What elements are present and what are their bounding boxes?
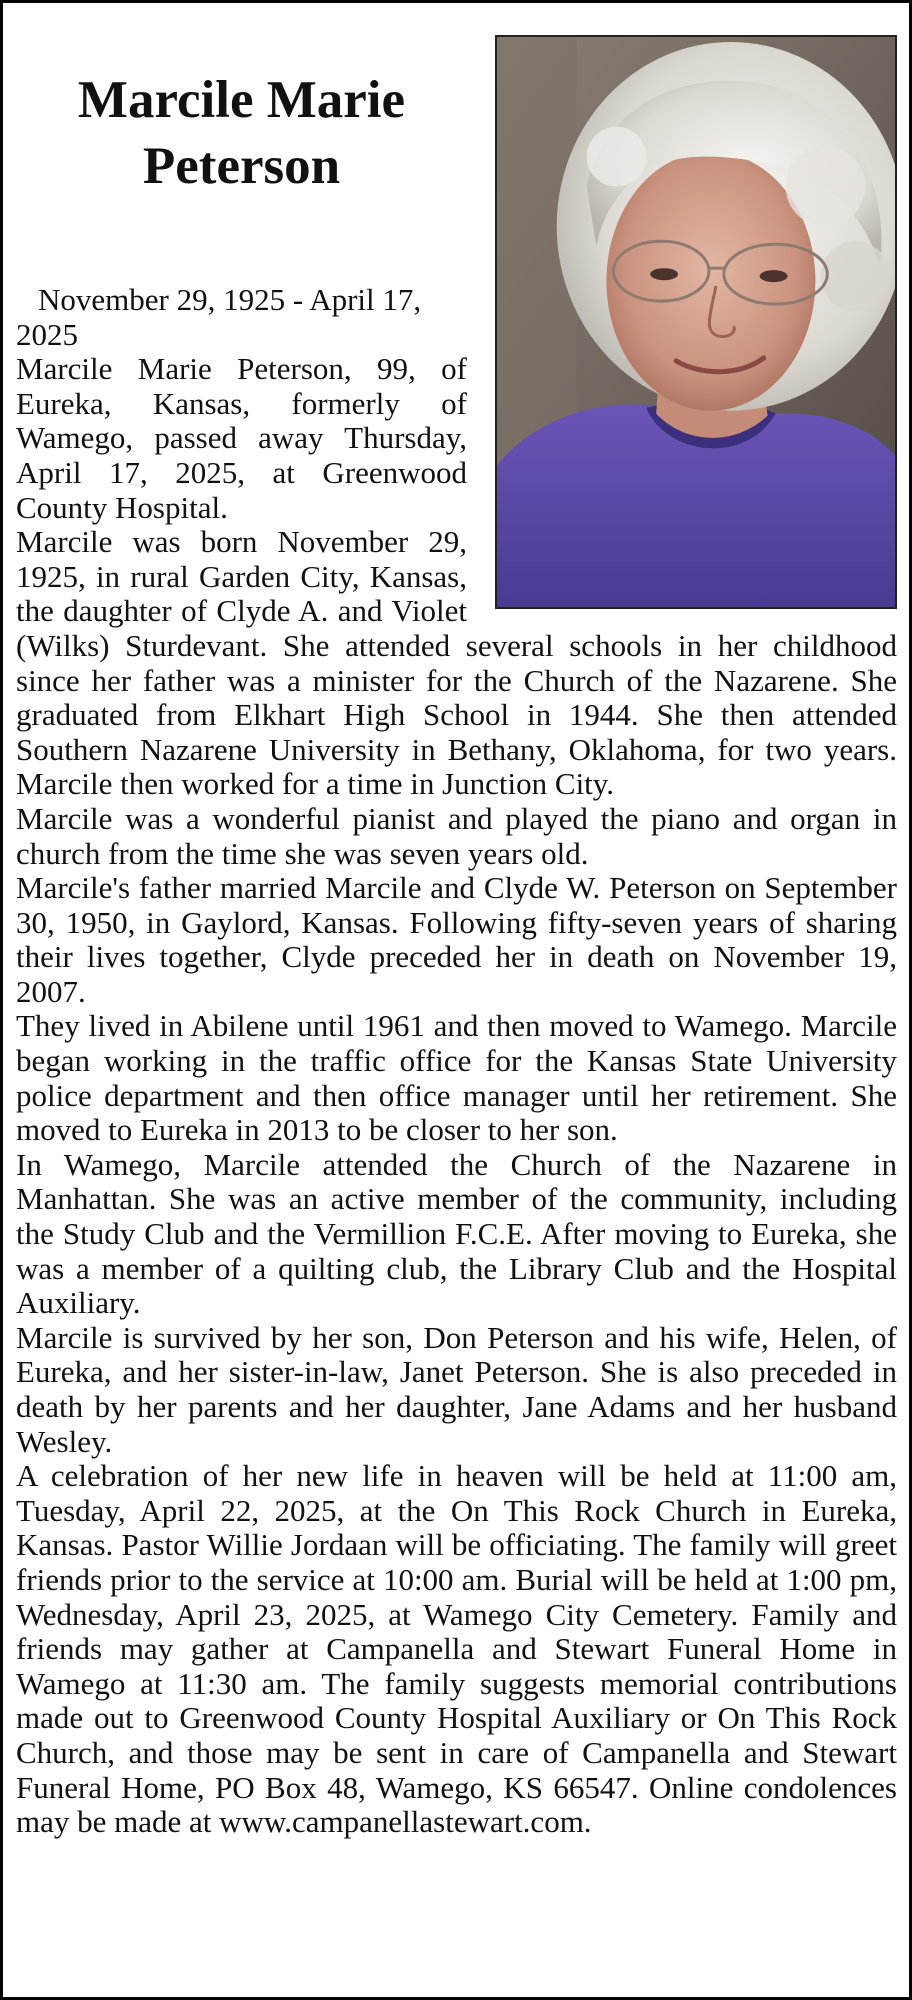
obituary-body (16, 35, 897, 1840)
name-line-1: Marcile Marie (77, 71, 406, 129)
paragraph-early-life: Marcile was born November 29, 1925, in rural Garden City, Kansas, the daughter of Clyde A. and Violet (Wilks) Sturdevant. She attended several schools in her childhood since her father was a minister for the Church of the Nazarene. She graduated from Elkhart High School in 1944. She then attended Southern Nazarene University in Bethany, Oklahoma, for two years. Marcile then worked for a time in Junction City. (16, 524, 897, 802)
portrait-photo-graphic (497, 37, 895, 607)
name-line-2: Peterson (142, 137, 341, 195)
paragraph-music: Marcile was a wonderful pianist and played the piano and organ in church from the time she was seven years old. (16, 800, 897, 871)
paragraph-survivors: Marcile is survived by her son, Don Peterson and his wife, Helen, of Eureka, and her sister-in-law, Janet Peterson. She is also preceded in death by her parents and her daughter, Jane Adams and her husband Wesley. (16, 1319, 897, 1459)
portrait-photo (495, 35, 897, 609)
paragraph-marriage: Marcile's father married Marcile and Clyde W. Peterson on September 30, 1950, in Gaylord, Kansas. Following fifty-seven years of sharing their lives together, Clyde preceded her in death on November 19, 2007. (16, 870, 897, 1009)
paragraph-services: A celebration of her new life in heaven will be held at 11:00 am, Tuesday, April 22, 2025, at the On This Rock Church in Eureka, Kansas. Pastor Willie Jordaan will be officiating. The family will greet friends prior to the service at 10:00 am. Burial will be held at 1:00 pm, Wednesday, April 23, 2025, at Wamego City Cemetery. Family and friends may gather at Campanella and Stewart Funeral Home in Wamego at 11:30 am. The family suggests memorial contributions made out to Greenwood County Hospital Auxiliary or On This Rock Church, and those may be sent in care of Campanella and Stewart Funeral Home, PO Box 48, Wamego, KS 66547. Online condolences may be made at www.campanellastewart.com. (16, 1458, 897, 1840)
paragraph-community: In Wamego, Marcile attended the Church of the Nazarene in Manhattan. She was an active member of the community, including the Study Club and the Vermillion F.C.E. After moving to Eureka, she was a member of a quilting club, the Library Club and the Hospital Auxiliary. (16, 1146, 897, 1321)
paragraph-death-notice: Marcile Marie Peterson, 99, of Eureka, Kansas, formerly of Wamego, passed away Thursday, April 17, 2025, at Greenwood County Hospital. (16, 351, 467, 525)
paragraph-career: They lived in Abilene until 1961 and then moved to Wamego. Marcile began working in the traffic office for the Kansas State University police department and then office manager until her retirement. She moved to Eureka in 2013 to be closer to her son. (16, 1008, 897, 1148)
life-dates: November 29, 1925 - April 17, 2025 (16, 282, 422, 352)
